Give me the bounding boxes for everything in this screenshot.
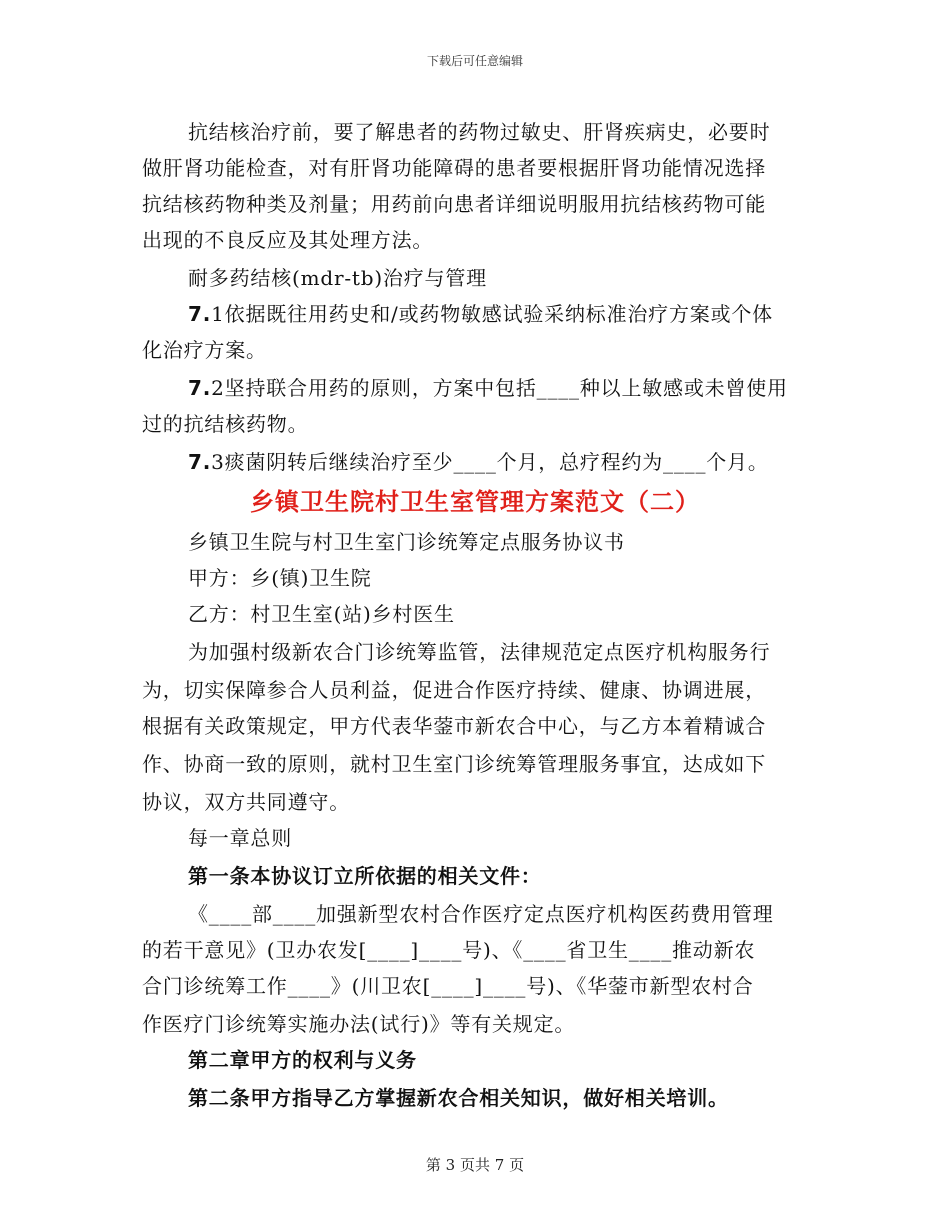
paragraph-line: 过的抗结核药物。 [142, 412, 309, 436]
chapter-heading: 每一章总则 [188, 826, 292, 850]
article-heading: 第一条本协议订立所依据的相关文件： [188, 864, 542, 888]
paragraph-line: 抗结核治疗前，要了解患者的药物过敏史、肝肾疾病史，必要时 [188, 120, 771, 144]
paragraph-line: 出现的不良反应及其处理方法。 [142, 228, 434, 252]
paragraph-line: 协议，双方共同遵守。 [142, 790, 350, 814]
numbered-item [188, 298, 773, 327]
item-text: 1依据既往用药史和/或药物敏感试验采纳标准治疗方案或个体 [211, 302, 773, 326]
numbered-item [188, 372, 788, 401]
paragraph-line: 为，切实保障参合人员利益，促进合作医疗持续、健康、协调进展， [142, 678, 766, 702]
paragraph-line: 抗结核药物种类及剂量；用药前向患者详细说明服用抗结核药物可能 [142, 192, 766, 216]
item-text: 3痰菌阴转后继续治疗至少____个月，总疗程约为____个月。 [211, 450, 769, 474]
item-number: 7. [188, 450, 212, 474]
item-text: 2坚持联合用药的原则，方案中包括____种以上敏感或未曾使用 [211, 376, 788, 400]
paragraph-line: 甲方：乡(镇)卫生院 [188, 566, 372, 590]
document-title: 乡镇卫生院村卫生室管理方案范文（二） [250, 488, 700, 516]
article-heading: 第二条甲方指导乙方掌握新农合相关知识，做好相关培训。 [188, 1086, 729, 1110]
paragraph-line: 的若干意见》(卫办农发[____]____号)、《____省卫生____推动新农 [142, 938, 756, 962]
chapter-heading: 第二章甲方的权利与义务 [188, 1048, 417, 1072]
paragraph-line: 化治疗方案。 [142, 338, 267, 362]
item-number: 7. [188, 376, 212, 400]
page-header: 下载后可任意编辑 [426, 54, 523, 68]
paragraph-line: 乡镇卫生院与村卫生室门诊统筹定点服务协议书 [188, 530, 625, 554]
paragraph-line: 合门诊统筹工作____》(川卫农[____]____号)、《华蓥市新型农村合 [142, 974, 754, 998]
paragraph-line: 作医疗门诊统筹实施办法(试行)》等有关规定。 [142, 1012, 576, 1036]
paragraph-line: 乙方：村卫生室(站)乡村医生 [188, 602, 455, 626]
paragraph-line: 作、协商一致的原则，就村卫生室门诊统筹管理服务事宜，达成如下 [142, 752, 766, 776]
paragraph-line: 为加强村级新农合门诊统筹监管，法律规范定点医疗机构服务行 [188, 640, 771, 664]
paragraph-line: 做肝肾功能检查，对有肝肾功能障碍的患者要根据肝肾功能情况选择 [142, 156, 766, 180]
section-heading: 耐多药结核(mdr-tb)治疗与管理 [188, 266, 487, 290]
paragraph-line: 《____部____加强新型农村合作医疗定点医疗机构医药费用管理 [188, 902, 774, 926]
numbered-item [188, 446, 769, 475]
paragraph-line: 根据有关政策规定，甲方代表华蓥市新农合中心，与乙方本着精诚合 [142, 714, 766, 738]
item-number: 7. [188, 302, 212, 326]
page-footer: 第 3 页共 7 页 [425, 1156, 525, 1174]
